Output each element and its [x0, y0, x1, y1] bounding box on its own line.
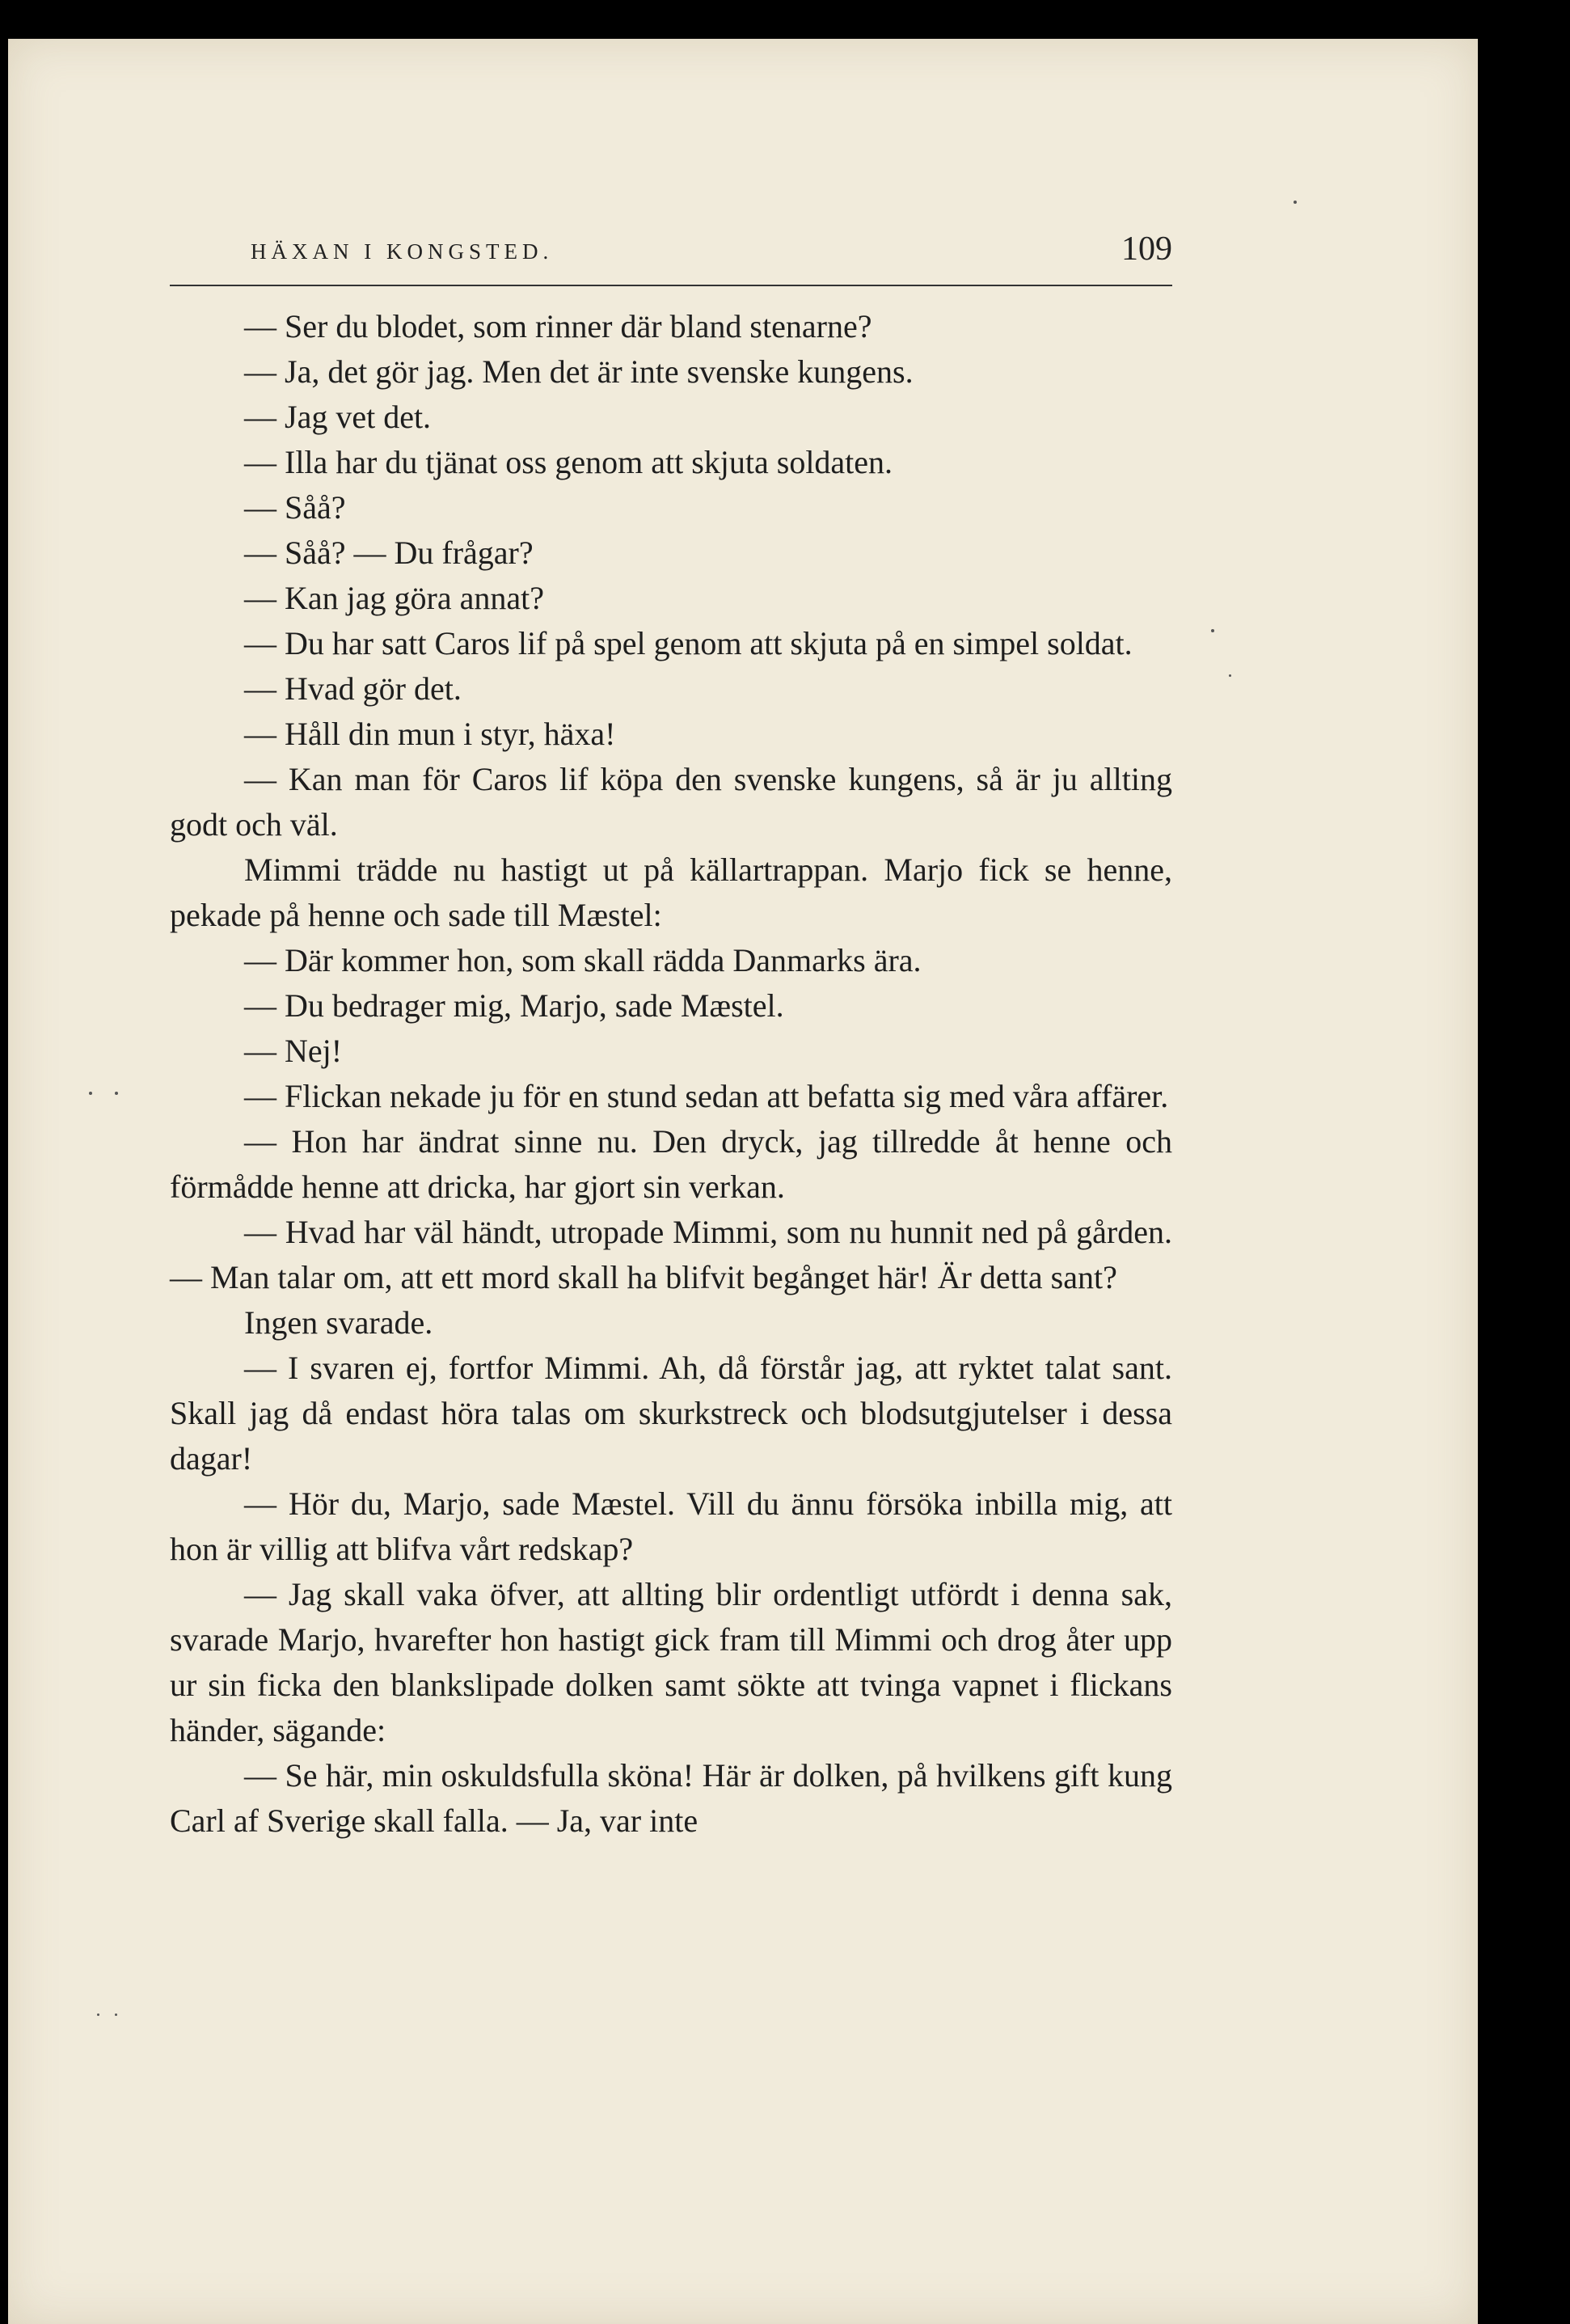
- speck: [89, 1092, 92, 1095]
- paragraph: — Du bedrager mig, Marjo, sade Mæstel.: [244, 987, 784, 1024]
- paragraph: — Kan man för Caros lif köpa den svenske kungens, så är ju allting godt och väl.: [170, 761, 1172, 843]
- paragraph: — Såå? — Du frågar?: [244, 535, 534, 571]
- paragraph: — Se här, min oskuldsfulla sköna! Här är dolken, på hvilkens gift kung Carl af Sverige skall falla. — Ja, var inte: [170, 1757, 1172, 1839]
- paragraph: — Hvad gör det.: [244, 670, 462, 707]
- paragraph: — Ser du blodet, som rinner där bland stenarne?: [244, 308, 872, 344]
- paragraph: — Hon har ändrat sinne nu. Den dryck, jag tillredde åt henne och förmådde henne att dricka, har gjort sin verkan.: [170, 1123, 1172, 1205]
- speck: [115, 2013, 117, 2016]
- paragraph: — Nej!: [244, 1033, 343, 1069]
- paragraph: Mimmi trädde nu hastigt ut på källartrappan. Marjo fick se henne, pekade på henne och sade till Mæstel:: [170, 851, 1172, 933]
- running-head: HÄXAN I KONGSTED.: [251, 239, 554, 264]
- page-header: [170, 228, 1172, 286]
- paragraph: — Hvad har väl händt, utropade Mimmi, som nu hunnit ned på gården. — Man talar om, att ett mord skall ha blifvit begånget här! Är detta sant?: [170, 1214, 1172, 1295]
- paragraph: — Hör du, Marjo, sade Mæstel. Vill du ännu försöka inbilla mig, att hon är villig att blifva vårt redskap?: [170, 1485, 1172, 1567]
- paragraph: — Där kommer hon, som skall rädda Danmarks ära.: [244, 942, 922, 978]
- paragraph: — Såå?: [244, 489, 346, 526]
- speck: [1211, 629, 1214, 632]
- speck: [97, 2013, 99, 2016]
- paragraph: — Jag vet det.: [244, 399, 432, 435]
- speck: [1294, 201, 1297, 204]
- paragraph: — I svaren ej, fortfor Mimmi. Ah, då förstår jag, att ryktet talat sant. Skall jag då endast höra talas om skurkstreck och blodsutgjutelser i dessa dagar!: [170, 1350, 1172, 1477]
- paragraph: — Kan jag göra annat?: [244, 580, 544, 616]
- page-number: 109: [1121, 230, 1172, 268]
- paragraph: — Håll din mun i styr, häxa!: [244, 716, 616, 752]
- paragraph: — Jag skall vaka öfver, att allting blir ordentligt utfördt i denna sak, svarade Marjo, hvarefter hon hastigt gick fram till Mimmi och drog åter upp ur sin ficka den blankslipade dolken samt sökte att tvinga vapnet i flickans händer, sägande:: [170, 1576, 1172, 1748]
- body-text: [170, 304, 1172, 1844]
- paragraph: — Ja, det gör jag. Men det är inte svenske kungens.: [244, 353, 914, 390]
- paragraph: — Flickan nekade ju för en stund sedan att befatta sig med våra affärer.: [244, 1078, 1169, 1114]
- speck: [1229, 674, 1231, 677]
- paragraph: — Du har satt Caros lif på spel genom att skjuta på en simpel soldat.: [244, 625, 1133, 661]
- speck: [115, 1092, 118, 1095]
- paragraph: Ingen svarade.: [244, 1304, 433, 1341]
- paragraph: — Illa har du tjänat oss genom att skjuta soldaten.: [244, 444, 893, 480]
